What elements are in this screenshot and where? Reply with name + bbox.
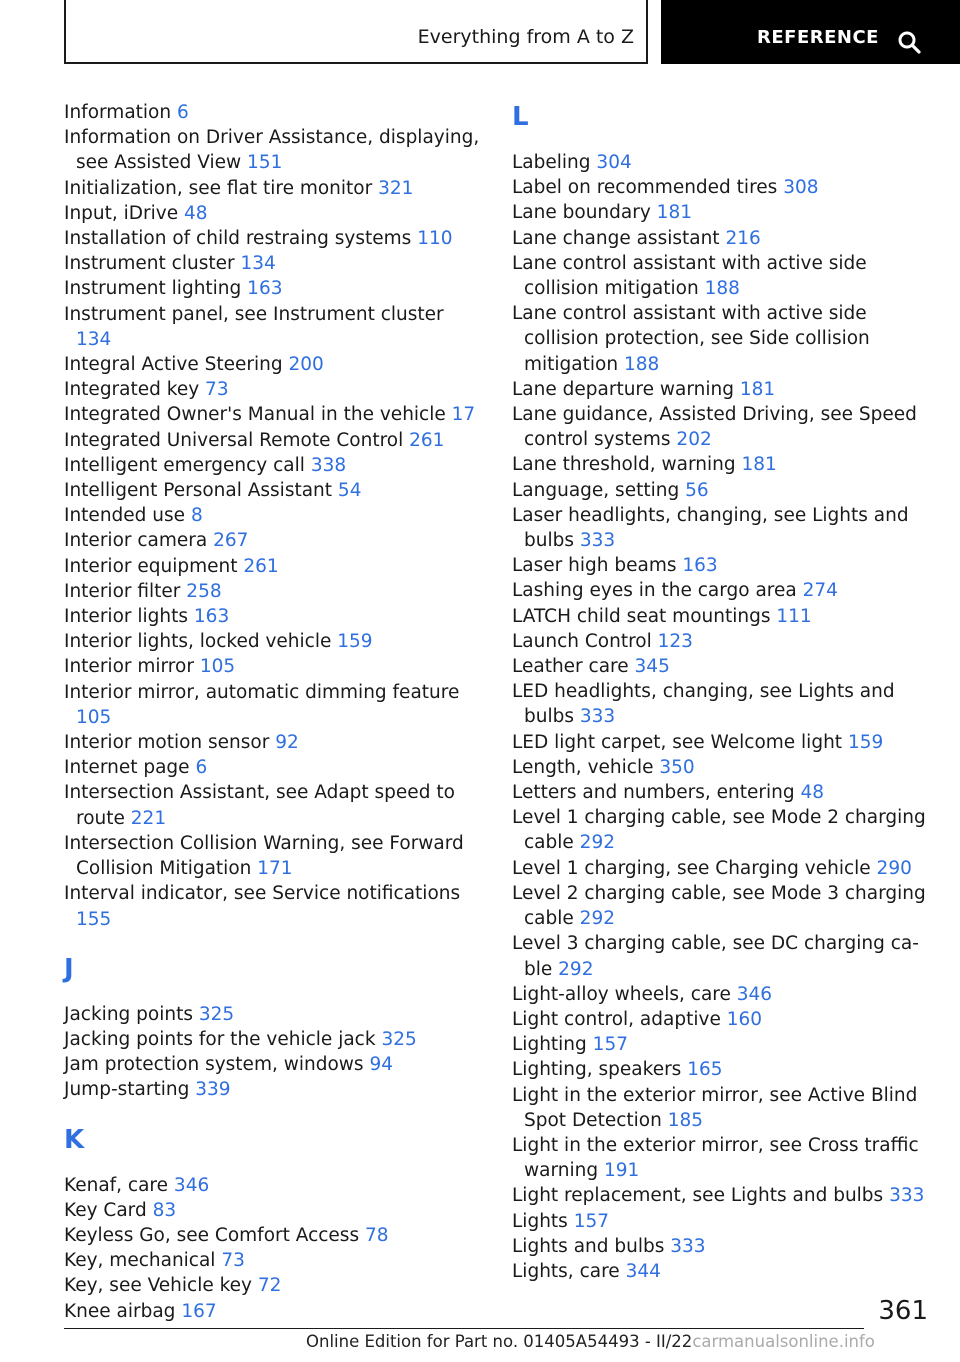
page-reference-link[interactable]: 105: [199, 656, 236, 678]
page-reference-link[interactable]: 261: [409, 429, 445, 451]
page-reference-link[interactable]: 151: [247, 152, 283, 174]
index-entry: [64, 1052, 484, 1077]
index-entry-text: Intended use: [64, 505, 186, 527]
index-entry: [64, 1299, 484, 1324]
page-reference-link[interactable]: 157: [592, 1034, 628, 1056]
page-reference-link[interactable]: 155: [76, 908, 112, 930]
index-entry: [64, 1223, 484, 1248]
page-reference-link[interactable]: 54: [337, 480, 362, 502]
page-reference-link[interactable]: 274: [802, 580, 838, 602]
page-reference-link[interactable]: 338: [310, 454, 347, 476]
index-entry: [512, 226, 936, 251]
index-entry: [64, 276, 484, 301]
index-entry-text: Input, iDrive: [64, 202, 179, 224]
page-reference-link[interactable]: 346: [173, 1174, 210, 1196]
index-entry-text: Jam protection system, windows: [64, 1054, 364, 1076]
index-entry-text: Lane control assistant with active side collision protection, see Side collision mitigation: [512, 303, 870, 375]
index-entry-text: Light control, adaptive: [512, 1008, 721, 1030]
index-entry-text: Level 3 charging cable, see DC charging ca-ble: [512, 933, 919, 980]
index-entry-text: Lighting, speakers: [512, 1059, 682, 1081]
index-entry: [512, 1183, 936, 1208]
index-entry: [512, 604, 936, 629]
index-entry: [512, 150, 936, 175]
page-reference-link[interactable]: 94: [369, 1054, 393, 1076]
index-entry: [64, 730, 484, 755]
page-reference-link[interactable]: 200: [288, 354, 324, 376]
index-entry: [512, 679, 936, 729]
page-reference-link[interactable]: 92: [275, 732, 299, 754]
index-entry-text: Leather care: [512, 656, 629, 678]
index-entry-text: Instrument lighting: [64, 278, 242, 300]
index-entry-text: Intersection Assistant, see Adapt speed to route: [64, 782, 455, 829]
page-reference-link[interactable]: 181: [741, 454, 777, 476]
index-entry: [64, 201, 484, 226]
page-reference-link[interactable]: 267: [213, 530, 249, 552]
page-reference-link[interactable]: 191: [603, 1160, 640, 1182]
index-entry-text: Lane guidance, Assisted Driving, see Speed control systems: [512, 404, 917, 451]
index-entry-text: Level 1 charging cable, see Mode 2 charging cable: [512, 807, 926, 854]
index-entry: [64, 428, 484, 453]
index-entry-text: Interior filter: [64, 580, 181, 602]
index-entry: [64, 604, 484, 629]
index-entry: [64, 352, 484, 377]
page-reference-link[interactable]: 333: [670, 1235, 706, 1257]
index-entry: [512, 1007, 936, 1032]
index-entry: [64, 402, 484, 427]
page-reference-link[interactable]: 188: [623, 353, 660, 375]
page-reference-link[interactable]: 292: [579, 832, 615, 854]
footer-edition: Online Edition for Part no. 01405A54493 - II/22: [306, 1332, 693, 1351]
index-entry-text: Lashing eyes in the cargo area: [512, 580, 797, 602]
index-entry: [64, 1198, 484, 1223]
index-entry: [64, 226, 484, 251]
index-entry: [64, 1248, 484, 1273]
index-entry: [64, 654, 484, 679]
page-reference-link[interactable]: 73: [221, 1250, 245, 1272]
index-column-right: [512, 100, 936, 1284]
page-reference-link[interactable]: 325: [381, 1028, 417, 1050]
index-entry: [512, 251, 936, 301]
index-letter-heading: J: [64, 953, 74, 984]
chapter-title: Everything from A to Z: [417, 26, 634, 48]
index-entry: [512, 175, 936, 200]
index-entry-text: Integral Active Steering: [64, 354, 283, 376]
index-entry-text: Keyless Go, see Comfort Access: [64, 1224, 360, 1246]
index-entry-text: LATCH child seat mountings: [512, 605, 771, 627]
index-entry: [64, 1273, 484, 1298]
index-entry: [512, 1234, 936, 1259]
index-entry-text: Light in the exterior mirror, see Cross traffic warning: [512, 1134, 919, 1182]
index-entry: [512, 755, 936, 780]
index-entry-text: Light in the exterior mirror, see Active Blind Spot Detection: [512, 1084, 918, 1131]
page-reference-link[interactable]: 344: [625, 1260, 661, 1282]
index-entry-text: Jacking points: [64, 1003, 193, 1025]
page-reference-link[interactable]: 181: [656, 202, 692, 224]
index-entry: [512, 805, 936, 855]
index-entry: [512, 503, 936, 553]
page-reference-link[interactable]: 167: [181, 1300, 217, 1322]
index-entry-text: Lights: [512, 1210, 568, 1232]
index-entry-text: Label on recommended tires: [512, 177, 778, 199]
page-reference-link[interactable]: 188: [704, 278, 740, 300]
index-entry: [512, 654, 936, 679]
index-entry-text: Light replacement, see Lights and bulbs: [512, 1185, 884, 1207]
index-entry: [64, 528, 484, 553]
page-reference-link[interactable]: 333: [579, 530, 616, 552]
index-entry: [512, 629, 936, 654]
page-reference-link[interactable]: 221: [130, 807, 167, 829]
page-reference-link[interactable]: 261: [243, 555, 279, 577]
page-reference-link[interactable]: 83: [152, 1199, 177, 1221]
index-entry-text: Labeling: [512, 152, 591, 173]
page-reference-link[interactable]: 105: [76, 706, 112, 728]
index-entry-text: Lighting: [512, 1034, 587, 1056]
page-reference-link[interactable]: 111: [776, 605, 812, 627]
index-entry: [512, 1209, 936, 1234]
index-entry-text: Jump-starting: [64, 1079, 190, 1101]
page-reference-link[interactable]: 163: [193, 606, 230, 628]
index-entry: [64, 554, 484, 579]
index-entry-text: Interior motion sensor: [64, 732, 270, 754]
index-letter-heading: K: [64, 1124, 85, 1155]
index-entry-text: Key, mechanical: [64, 1250, 216, 1272]
index-entry-text: Lane change assistant: [512, 227, 720, 249]
index-entry-text: LED light carpet, see Welcome light: [512, 731, 843, 753]
index-entry: [64, 755, 484, 780]
index-entry: [512, 200, 936, 225]
index-entry: [512, 931, 936, 981]
index-entry: [512, 982, 936, 1007]
page-reference-link[interactable]: 159: [847, 731, 884, 753]
page-reference-link[interactable]: 258: [186, 580, 222, 602]
index-entry-text: Letters and numbers, entering: [512, 782, 795, 804]
index-entry: [512, 881, 936, 931]
page-reference-link[interactable]: 333: [579, 706, 616, 728]
search-icon[interactable]: [897, 30, 921, 58]
index-entry-text: Jacking points for the vehicle jack: [64, 1028, 376, 1050]
index-entry: [64, 302, 484, 352]
index-entry-text: Instrument panel, see Instrument cluster: [64, 303, 444, 325]
index-entry-text: Intersection Collision Warning, see Forward Collision Mitigation: [64, 832, 464, 880]
page-reference-link[interactable]: 134: [76, 328, 112, 350]
index-entry: [64, 780, 484, 830]
index-entry-text: Kenaf, care: [64, 1174, 169, 1196]
page-reference-link[interactable]: 321: [378, 177, 414, 199]
page-reference-link[interactable]: 185: [667, 1109, 704, 1131]
index-entry-text: Interval indicator, see Service notifications: [64, 883, 461, 905]
index-entry: [64, 251, 484, 276]
page-reference-link[interactable]: 308: [783, 177, 819, 199]
index-entry-text: Lane threshold, warning: [512, 454, 736, 476]
index-entry: [512, 1259, 936, 1284]
index-entry-text: Lane departure warning: [512, 378, 734, 400]
page-reference-link[interactable]: 216: [725, 227, 761, 249]
index-entry: [512, 856, 936, 881]
index-entry: [64, 377, 484, 402]
page-reference-link[interactable]: 333: [889, 1185, 925, 1207]
page-reference-link[interactable]: 350: [659, 756, 695, 778]
index-entry-text: Light-alloy wheels, care: [512, 983, 731, 1005]
index-entry-text: Initialization, see flat tire monitor: [64, 177, 373, 199]
index-entry: [64, 125, 484, 175]
index-entry: [512, 730, 936, 755]
index-letter-heading: L: [512, 102, 529, 132]
index-entry: [64, 629, 484, 654]
page-reference-link[interactable]: 325: [198, 1003, 235, 1025]
index-entry: [512, 478, 936, 503]
header-chapter-box: [64, 0, 648, 64]
index-entry: [512, 1133, 936, 1183]
page-reference-link[interactable]: 171: [257, 858, 293, 880]
index-entry-text: Laser headlights, changing, see Lights and bulbs: [512, 504, 909, 552]
index-entry-text: Integrated key: [64, 379, 200, 401]
page-reference-link[interactable]: 72: [257, 1275, 282, 1297]
page-reference-link[interactable]: 292: [558, 958, 594, 980]
page-reference-link[interactable]: 202: [676, 429, 712, 451]
index-entry: [512, 553, 936, 578]
index-entry: [64, 100, 484, 125]
index-column-left: [64, 100, 484, 1324]
index-entry-text: Laser high beams: [512, 555, 677, 577]
index-entry: [64, 478, 484, 503]
index-entry-text: Integrated Universal Remote Control: [64, 429, 404, 451]
page-reference-link[interactable]: 163: [682, 555, 718, 577]
page-reference-link[interactable]: 17: [451, 404, 476, 426]
index-entry: [64, 453, 484, 478]
page-reference-link[interactable]: 159: [337, 631, 373, 653]
header-section-box[interactable]: [661, 0, 960, 64]
index-entry-text: Information: [64, 102, 172, 123]
page-number: 361: [878, 1296, 928, 1326]
index-entry-text: Interior lights, locked vehicle: [64, 631, 332, 653]
page-reference-link[interactable]: 160: [726, 1008, 763, 1030]
page-reference-link[interactable]: 345: [634, 656, 670, 678]
index-entry: [64, 1077, 484, 1102]
index-entry-text: Instrument cluster: [64, 253, 235, 275]
page-reference-link[interactable]: 123: [657, 630, 693, 652]
index-entry: [64, 176, 484, 201]
index-entry-text: Length, vehicle: [512, 756, 654, 778]
index-entry-text: Installation of child restraing systems: [64, 228, 412, 250]
index-entry-text: Internet page: [64, 757, 190, 779]
index-entry-text: Interior camera: [64, 530, 208, 552]
index-entry-text: LED headlights, changing, see Lights and bulbs: [512, 681, 895, 728]
page-reference-link[interactable]: 339: [195, 1079, 231, 1101]
index-entry-text: Language, setting: [512, 479, 680, 501]
footer: [306, 1332, 875, 1351]
page-reference-link[interactable]: 346: [736, 983, 773, 1005]
index-entry: [512, 1032, 936, 1057]
index-entry: [64, 1173, 484, 1198]
page-reference-link[interactable]: 110: [417, 228, 453, 250]
index-entry-text: Lights and bulbs: [512, 1235, 665, 1257]
index-entry: [64, 680, 484, 730]
footer-divider: [64, 1328, 864, 1329]
index-entry: [512, 1083, 936, 1133]
page-reference-link[interactable]: 304: [596, 152, 632, 173]
page-reference-link[interactable]: 290: [876, 857, 912, 879]
index-entry: [512, 402, 936, 452]
index-entry: [64, 1002, 484, 1027]
index-entry: [512, 1057, 936, 1082]
page-reference-link[interactable]: 6: [195, 757, 208, 779]
page-reference-link[interactable]: 48: [800, 782, 825, 804]
index-entry: [512, 578, 936, 603]
page-reference-link[interactable]: 48: [184, 202, 208, 224]
index-entry-text: Launch Control: [512, 630, 652, 652]
index-entry: [64, 831, 484, 881]
index-entry-text: Lights, care: [512, 1260, 620, 1282]
index-entry: [512, 452, 936, 477]
index-entry: [512, 377, 936, 402]
page-reference-link[interactable]: 292: [579, 908, 615, 930]
page-reference-link[interactable]: 56: [685, 479, 709, 501]
page-reference-link[interactable]: 157: [573, 1210, 610, 1232]
index-entry-text: Level 1 charging, see Charging vehicle: [512, 857, 871, 879]
index-entry-text: Lane boundary: [512, 202, 651, 224]
index-entry-text: Level 2 charging cable, see Mode 3 charging cable: [512, 882, 926, 930]
index-entry: [64, 881, 484, 931]
index-entry-text: Information on Driver Assistance, displaying, see Assisted View: [64, 127, 480, 174]
page-reference-link[interactable]: 8: [190, 505, 203, 527]
index-entry-text: Key, see Vehicle key: [64, 1275, 253, 1297]
page-reference-link[interactable]: 134: [240, 253, 276, 275]
index-entry-text: Knee airbag: [64, 1300, 176, 1322]
index-entry: [64, 503, 484, 528]
index-entry-text: Integrated Owner's Manual in the vehicle: [64, 404, 446, 426]
index-entry-text: Intelligent emergency call: [64, 454, 305, 476]
index-entry-text: Lane control assistant with active side collision mitigation: [512, 252, 867, 300]
page-reference-link[interactable]: 78: [364, 1224, 389, 1246]
section-title[interactable]: REFERENCE: [757, 27, 879, 48]
page-reference-link[interactable]: 6: [176, 102, 189, 123]
footer-watermark: carmanualsonline.info: [692, 1332, 875, 1351]
index-entry-text: Interior equipment: [64, 555, 238, 577]
index-entry-text: Intelligent Personal Assistant: [64, 480, 333, 502]
page-reference-link[interactable]: 165: [687, 1059, 723, 1081]
index-entry: [64, 579, 484, 604]
index-entry: [512, 780, 936, 805]
index-entry-text: Interior lights: [64, 606, 189, 628]
index-entry: [64, 1027, 484, 1052]
index-entry-text: Interior mirror, automatic dimming feature: [64, 681, 460, 703]
page-reference-link[interactable]: 73: [205, 379, 229, 401]
index-entry: [512, 301, 936, 377]
page-reference-link[interactable]: 181: [739, 378, 776, 400]
index-entry-text: Interior mirror: [64, 656, 194, 678]
index-entry-text: Key Card: [64, 1199, 147, 1221]
page-reference-link[interactable]: 163: [247, 278, 283, 300]
